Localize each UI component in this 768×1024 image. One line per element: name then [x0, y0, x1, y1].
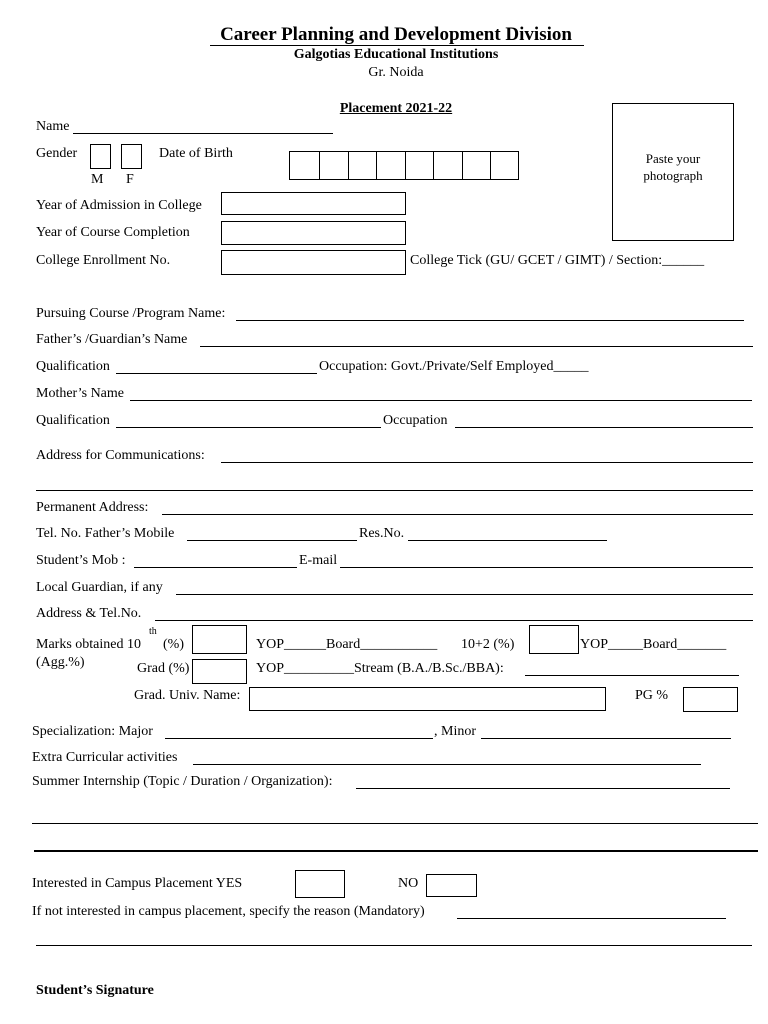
marks-10-box[interactable] [192, 625, 247, 654]
yop-board-1: YOP______Board___________ [256, 637, 438, 652]
email-field[interactable] [340, 567, 753, 568]
tel-father-label: Tel. No. Father’s Mobile [36, 526, 175, 541]
qualification-1-label: Qualification [36, 359, 110, 374]
dob-boxes[interactable] [289, 151, 519, 180]
pg-pct-box[interactable] [683, 687, 738, 712]
name-label: Name [36, 119, 70, 134]
completion-year-label: Year of Course Completion [36, 225, 190, 240]
marks-10-pct: (%) [163, 637, 184, 652]
gender-label: Gender [36, 146, 78, 161]
photo-text-2: photograph [643, 168, 703, 183]
marks-10-label: Marks obtained 10 [36, 637, 141, 652]
res-no-label: Res.No. [359, 526, 405, 541]
plus2-label: 10+2 (%) [461, 637, 515, 652]
email-label: E-mail [299, 553, 338, 568]
qualification-2-field[interactable] [116, 427, 381, 428]
local-guardian-field[interactable] [176, 594, 753, 595]
pursuing-course-field[interactable] [236, 320, 744, 321]
placement-yes-box[interactable] [295, 870, 345, 898]
college-tick-label: College Tick (GU/ GCET / GIMT) / Section:______ [410, 253, 705, 268]
placement-no-box[interactable] [426, 874, 477, 897]
tel-father-field[interactable] [187, 540, 357, 541]
dob-cell-divider [462, 152, 463, 179]
address-tel-field[interactable] [155, 620, 753, 621]
location: Gr. Noida [368, 65, 424, 80]
grad-univ-field[interactable] [249, 687, 606, 711]
admission-year-field[interactable] [221, 192, 406, 215]
yop-board-2: YOP_____Board_______ [580, 637, 727, 652]
campus-placement-label: Interested in Campus Placement YES [32, 876, 243, 891]
specialization-major-field[interactable] [165, 738, 433, 739]
admission-year-label: Year of Admission in College [36, 198, 202, 213]
grad-pct-label: Grad (%) [137, 661, 190, 676]
agg-label: (Agg.%) [36, 655, 85, 670]
yop-stream: YOP__________Stream (B.A./B.Sc./BBA): [256, 661, 504, 676]
student-mob-field[interactable] [134, 567, 297, 568]
summer-internship-field[interactable] [356, 788, 730, 789]
extra-curricular-field[interactable] [193, 764, 701, 765]
father-name-field[interactable] [200, 346, 753, 347]
completion-year-field[interactable] [221, 221, 406, 245]
res-no-field[interactable] [408, 540, 607, 541]
not-interested-field[interactable] [457, 918, 726, 919]
grad-univ-label: Grad. Univ. Name: [134, 688, 241, 703]
not-interested-label: If not interested in campus placement, specify the reason (Mandatory) [32, 904, 425, 919]
pg-pct-label: PG % [635, 688, 669, 703]
mother-name-field[interactable] [130, 400, 752, 401]
dob-cell-divider [376, 152, 377, 179]
enrollment-label: College Enrollment No. [36, 253, 171, 268]
dob-label: Date of Birth [159, 146, 233, 161]
occupation-2-label: Occupation [383, 413, 448, 428]
address-comm-field[interactable] [221, 462, 753, 463]
dob-cell-divider [348, 152, 349, 179]
gender-f-box[interactable] [121, 144, 142, 169]
enrollment-field[interactable] [221, 250, 406, 275]
occupation-1-label: Occupation: Govt./Private/Self Employed_____ [319, 359, 589, 374]
specialization-label: Specialization: Major [32, 724, 153, 739]
separator-line[interactable] [32, 823, 758, 824]
dob-cell-divider [319, 152, 320, 179]
permanent-address-label: Permanent Address: [36, 500, 149, 515]
student-mob-label: Student’s Mob : [36, 553, 126, 568]
dob-cell-divider [433, 152, 434, 179]
address-tel-label: Address & Tel.No. [36, 606, 142, 621]
mother-name-label: Mother’s Name [36, 386, 124, 401]
extra-curricular-label: Extra Curricular activities [32, 750, 178, 765]
section-divider [34, 850, 758, 852]
address-comm-field-2[interactable] [36, 490, 753, 491]
institution-name: Galgotias Educational Institutions [293, 47, 499, 62]
dob-cell-divider [405, 152, 406, 179]
form-title: Career Planning and Development Division [220, 24, 572, 45]
minor-label: , Minor [434, 724, 476, 739]
gender-m-box[interactable] [90, 144, 111, 169]
reason-line-2[interactable] [36, 945, 752, 946]
qualification-2-label: Qualification [36, 413, 110, 428]
permanent-address-field[interactable] [162, 514, 753, 515]
marks-10-sup: th [149, 626, 157, 637]
address-comm-label: Address for Communications: [36, 448, 205, 463]
stream-field[interactable] [525, 675, 739, 676]
gender-f-label: F [126, 172, 134, 187]
placement-year: Placement 2021-22 [339, 101, 453, 116]
photo-text-1: Paste your [645, 151, 701, 166]
local-guardian-label: Local Guardian, if any [36, 580, 163, 595]
qualification-1-field[interactable] [116, 373, 317, 374]
father-name-label: Father’s /Guardian’s Name [36, 332, 188, 347]
plus2-box[interactable] [529, 625, 579, 654]
gender-m-label: M [91, 172, 104, 187]
dob-cell-divider [490, 152, 491, 179]
student-signature-label: Student’s Signature [36, 983, 154, 998]
specialization-minor-field[interactable] [481, 738, 731, 739]
grad-pct-box[interactable] [192, 659, 247, 684]
name-field[interactable] [73, 133, 333, 134]
title-underline [210, 45, 584, 46]
occupation-2-field[interactable] [455, 427, 753, 428]
pursuing-course-label: Pursuing Course /Program Name: [36, 306, 226, 321]
placement-no-label: NO [398, 876, 419, 891]
summer-internship-label: Summer Internship (Topic / Duration / Organization): [32, 774, 333, 789]
